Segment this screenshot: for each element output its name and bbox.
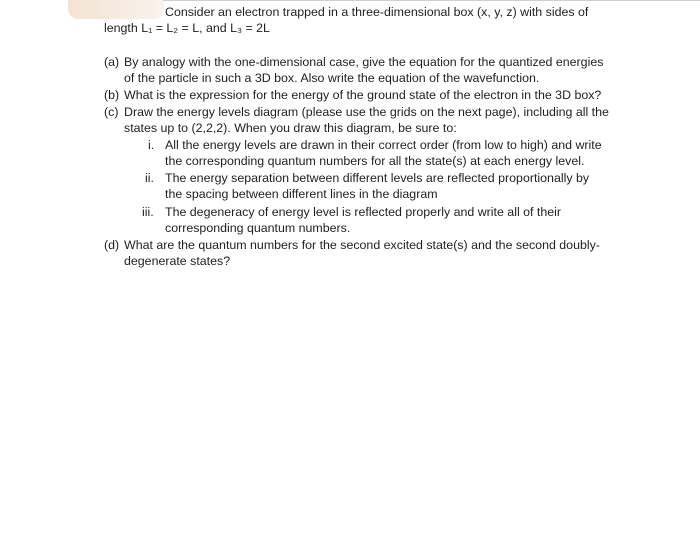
part-c-ii-label: ii. <box>145 171 154 185</box>
part-a-line-2: of the particle in such a 3D box. Also write the equation of the wavefunction. <box>124 71 540 85</box>
part-c-label: (c) <box>104 105 119 119</box>
part-c-line-1: Draw the energy levels diagram (please use the grids on the next page), including all the <box>124 105 609 119</box>
part-c-line-2: states up to (2,2,2). When you draw this diagram, be sure to: <box>124 121 457 135</box>
part-c-i-label: i. <box>148 138 155 152</box>
problem-intro-line-1: Consider an electron trapped in a three-dimensional box (x, y, z) with sides of <box>165 5 589 19</box>
part-c-i-line-2: the corresponding quantum numbers for all the state(s) at each energy level. <box>165 154 585 168</box>
problem-intro-line-2: length L₁ = L₂ = L, and L₃ = 2L <box>104 21 270 35</box>
part-b-line-1: What is the expression for the energy of the ground state of the electron in the 3D box? <box>124 88 602 102</box>
part-c-iii-line-1: The degeneracy of energy level is reflected properly and write all of their <box>165 205 562 219</box>
part-d-label: (d) <box>104 238 120 252</box>
cropped-header-mark <box>68 0 164 19</box>
part-c-ii-line-2: the spacing between different lines in the diagram <box>165 187 438 201</box>
part-c-i-line-1: All the energy levels are drawn in their correct order (from low to high) and write <box>165 138 602 152</box>
part-c-iii-label: iii. <box>142 205 154 219</box>
part-c-ii-line-1: The energy separation between different levels are reflected proportionally by <box>165 171 590 185</box>
part-c-iii-line-2: corresponding quantum numbers. <box>165 221 351 235</box>
part-d-line-1: What are the quantum numbers for the second excited state(s) and the second doubly- <box>124 238 600 252</box>
part-b-label: (b) <box>104 88 120 102</box>
top-divider <box>163 0 700 1</box>
part-a-label: (a) <box>104 55 120 69</box>
part-a-line-1: By analogy with the one-dimensional case, give the equation for the quantized energies <box>124 55 604 69</box>
part-d-line-2: degenerate states? <box>124 254 231 268</box>
